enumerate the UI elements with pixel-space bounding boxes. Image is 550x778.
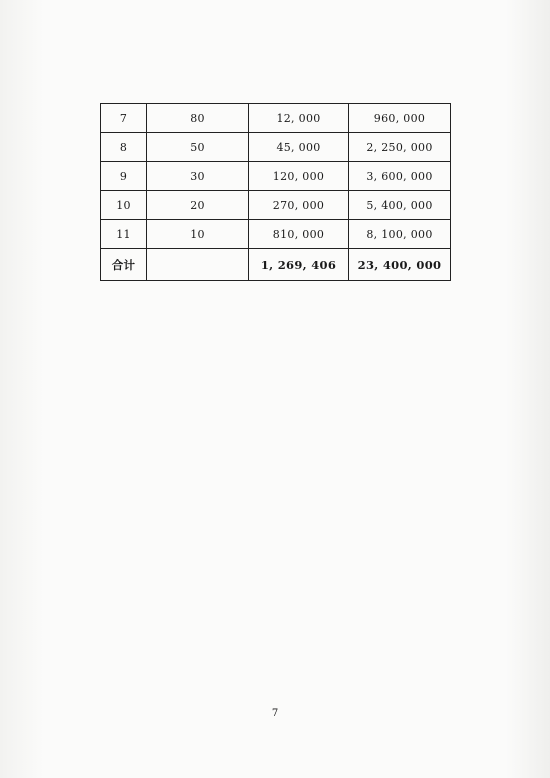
table-cell: 50 [147,133,249,162]
table-cell: 120, 000 [249,162,349,191]
table-cell: 3, 600, 000 [349,162,451,191]
table-cell [147,249,249,281]
table-cell: 9 [101,162,147,191]
table-cell: 7 [101,104,147,133]
table-cell: 12, 000 [249,104,349,133]
table-cell: 960, 000 [349,104,451,133]
table-row [101,162,451,191]
table-row [101,220,451,249]
table-cell: 45, 000 [249,133,349,162]
data-table [100,103,451,281]
table-cell: 20 [147,191,249,220]
table-cell: 10 [101,191,147,220]
total-row [101,249,451,281]
table-cell: 5, 400, 000 [349,191,451,220]
table-row [101,133,451,162]
table-cell: 270, 000 [249,191,349,220]
table-cell: 810, 000 [249,220,349,249]
table-cell: 11 [101,220,147,249]
table-cell: 2, 250, 000 [349,133,451,162]
page-number: 7 [271,708,279,719]
table-row [101,191,451,220]
table-cell: 8 [101,133,147,162]
table-cell: 10 [147,220,249,249]
table-cell: 8, 100, 000 [349,220,451,249]
total-value: 23, 400, 000 [349,249,451,281]
table-row [101,104,451,133]
table-cell: 30 [147,162,249,191]
total-label: 合计 [101,249,147,281]
total-value: 1, 269, 406 [249,249,349,281]
table-cell: 80 [147,104,249,133]
